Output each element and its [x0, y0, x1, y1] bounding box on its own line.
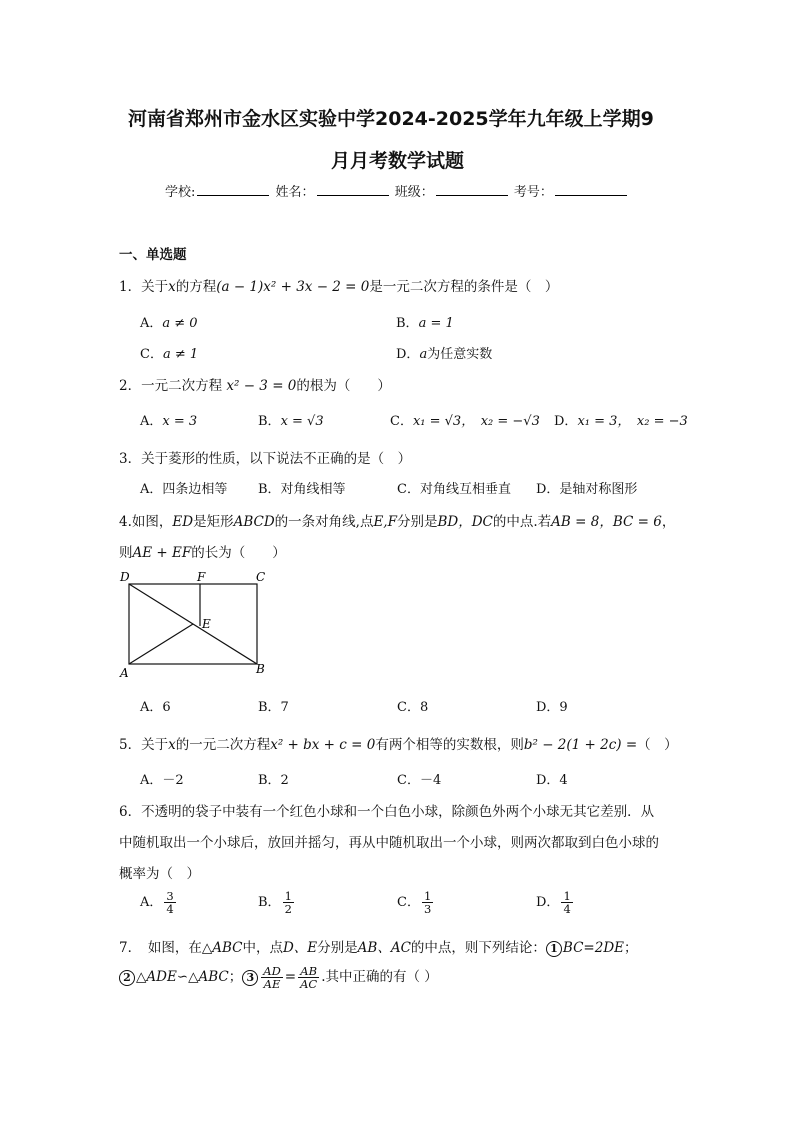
q3-option-c[interactable]: C．对角线互相垂直: [397, 482, 511, 497]
label-b: B: [256, 662, 265, 676]
question-2-stem: 2．一元二次方程 x² − 3 = 0的根为（ ）: [119, 378, 391, 394]
q1-option-b[interactable]: B．a = 1: [396, 316, 454, 331]
question-5-stem: 5．关于x的一元二次方程x² + bx + c = 0有两个相等的实数根，则b² − 2(1 + 2c) =（ ）: [119, 737, 678, 753]
rectangle-figure: [115, 568, 275, 683]
q2-option-b[interactable]: B．x = √3: [258, 414, 324, 429]
q1-option-a[interactable]: A．a ≠ 0: [140, 316, 198, 331]
label-e: E: [202, 617, 211, 631]
question-3-stem: 3．关于菱形的性质，以下说法不正确的是（ ）: [119, 451, 412, 467]
exam-no-blank[interactable]: [555, 183, 627, 196]
q4-option-a[interactable]: A．6: [140, 700, 171, 715]
question-1-stem: 1．关于x的方程(a − 1)x² + 3x − 2 = 0是一元二次方程的条件是（ ）: [119, 279, 559, 295]
q6-option-c[interactable]: C． $\frac{1}{3}$: [397, 889, 432, 917]
question-4-line-1: 4.如图，ED是矩形ABCD的一条对角线,点E,F分别是BD，DC的中点.若AB = 8，BC = 6，: [119, 514, 676, 530]
label-a: A: [120, 666, 129, 680]
q6-option-d[interactable]: D． $\frac{1}{4}$: [536, 889, 571, 917]
name-label: 姓名：: [275, 185, 315, 200]
label-d: D: [120, 570, 130, 584]
q2-option-d[interactable]: D．x₁ = 3， x₂ = −3: [554, 414, 688, 429]
name-blank[interactable]: [317, 183, 389, 196]
question-4-line-2: 则AE + EF的长为（ ）: [119, 545, 286, 561]
q5-option-b[interactable]: B．2: [258, 773, 289, 788]
school-blank[interactable]: [197, 183, 269, 196]
q2-option-c[interactable]: C．x₁ = √3， x₂ = −√3: [390, 414, 540, 429]
class-label: 班级：: [394, 185, 434, 200]
q3-option-d[interactable]: D．是轴对称图形: [536, 482, 638, 497]
q5-option-d[interactable]: D．4: [536, 773, 568, 788]
question-7-line-2: 2 △ADE∽△ABC； 3 $\frac{AD}{AE}$ = $\frac{AB}{AC}$ .其中正确的有（ ）: [119, 965, 438, 990]
q3-option-a[interactable]: A．四条边相等: [140, 482, 228, 497]
q5-option-a[interactable]: A．－2: [140, 773, 184, 788]
circled-number-2: 2: [119, 970, 135, 986]
label-c: C: [256, 570, 266, 584]
q1-option-c[interactable]: C．a ≠ 1: [140, 347, 199, 362]
q4-option-c[interactable]: C．8: [397, 700, 429, 715]
question-6-line-2: 中随机取出一个小球后，放回并摇匀，再从中随机取出一个小球，则两次都取到白色小球的: [119, 835, 659, 851]
q4-option-d[interactable]: D．9: [536, 700, 568, 715]
title-line-1: 河南省郑州市金水区实验中学2024-2025学年九年级上学期9: [128, 108, 654, 130]
segment-ae: [129, 624, 193, 664]
circled-number-3: 3: [242, 970, 258, 986]
fraction-ab-ac: $\frac{AB}{AC}$: [300, 964, 318, 992]
class-blank[interactable]: [436, 183, 508, 196]
q5-option-c[interactable]: C．－4: [397, 773, 442, 788]
q3-option-b[interactable]: B．对角线相等: [258, 482, 346, 497]
student-info-row: [165, 181, 629, 200]
label-f: F: [197, 570, 206, 584]
school-label: 学校:: [165, 185, 196, 200]
circled-number-1: 1: [546, 941, 562, 957]
title-line-2: 月月考数学试题: [331, 150, 465, 172]
q2-option-a[interactable]: A．x = 3: [140, 414, 198, 429]
exam-no-label: 考号：: [513, 185, 553, 200]
question-6-line-3: 概率为（ ）: [119, 866, 200, 882]
section-heading: 一、单选题: [119, 247, 187, 263]
question-7-line-1: 7． 如图，在△ABC中，点D、E分别是AB、AC的中点，则下列结论： 1 BC=2DE；: [119, 940, 638, 956]
q6-option-b[interactable]: B． $\frac{1}{2}$: [258, 889, 292, 917]
q4-option-b[interactable]: B．7: [258, 700, 289, 715]
q6-option-a[interactable]: A． $\frac{3}{4}$: [140, 889, 174, 917]
fraction-ad-ae: $\frac{AD}{AE}$: [263, 964, 281, 992]
question-6-line-1: 6．不透明的袋子中装有一个红色小球和一个白色小球，除颜色外两个小球无其它差别．从: [119, 804, 655, 820]
q1-option-d[interactable]: D．a为任意实数: [396, 347, 493, 362]
